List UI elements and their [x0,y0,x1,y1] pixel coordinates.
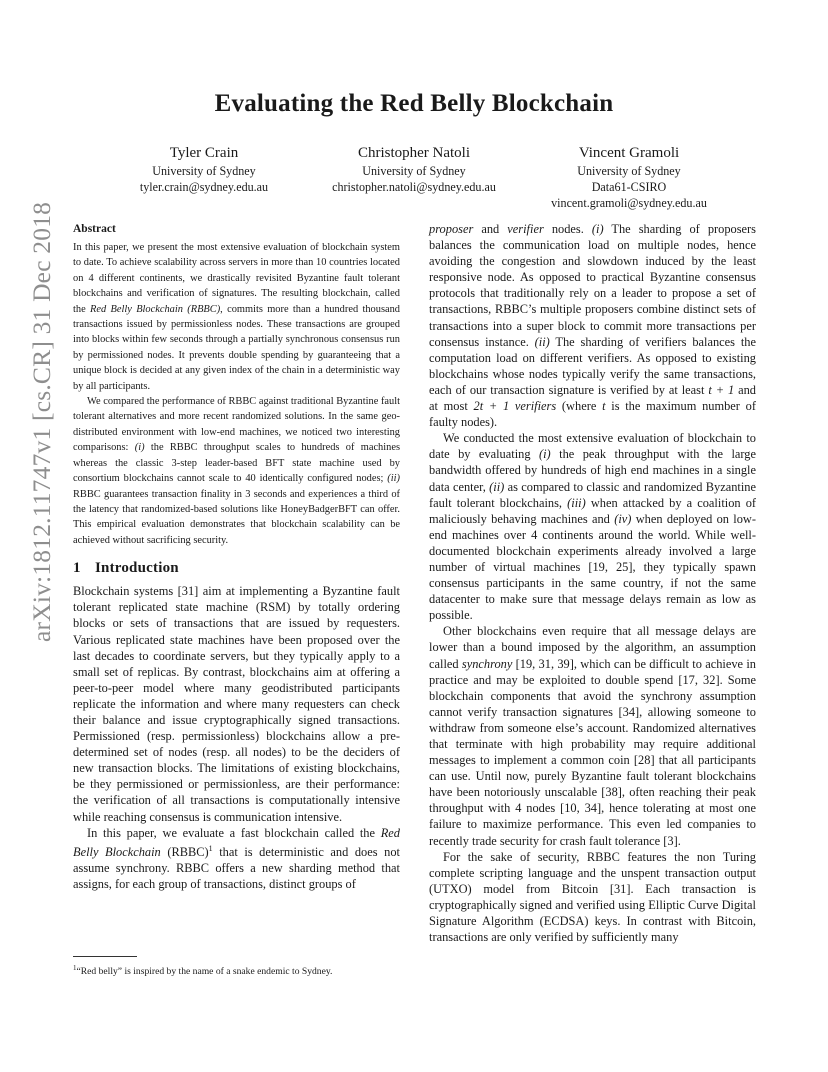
section-heading [73,560,400,576]
body-paragraph: In this paper, we evaluate a fast blockchain called the Red Belly Blockchain (RBBC)$^1$ that is deterministic and does not assume synchrony. RBBC offers a new sharding method that assigns, for each group of transactions, distinct groups of [73,825,400,892]
arxiv-identifier-stamp: arXiv:1812.11747v1 [cs.CR] 31 Dec 2018 [27,201,56,642]
footnote-marker: 1 [208,843,213,853]
author-affiliation: University of Sydney [152,164,256,178]
author-block [104,144,304,195]
abstract-heading: Abstract [73,223,116,235]
author-block [304,144,524,195]
author-email: vincent.gramoli@sydney.edu.au [551,196,707,210]
author-email: tyler.crain@sydney.edu.au [139,180,269,194]
body-paragraph: We conducted the most extensive evaluation of blockchain to date by evaluating (i) the peak throughput with the large bandwidth offered by hundreds of high end machines in a single data center, (ii) as compared to classic and randomized Byzantine fault tolerant blockchains, (iii) when attacked by a coalition of maliciously behaving machines and (iv) when deployed on low-end machines over 4 continents around the world. While well-documented blockchain experiments already involved a large number of virtual machines [19, 25], they typically spawn consensus participants in the same country, if not the same datacenter to make sure that message delays remain as low as possible. [429,431,757,623]
author-affiliation-secondary: Data61-CSIRO [591,180,667,194]
abstract-paragraph: We compared the performance of RBBC against traditional Byzantine fault tolerant alternatives and more recent randomized solutions. In the same geo-distributed environment with low-end machines, we noticed two interesting comparisons: (i) the RBBC throughput scales to hundreds of machines whereas the classic 3-step leader-based BFT state machine used by consortium blockchains cannot scale to 40 identically configured nodes; (ii) RBBC guarantees transaction finality in 3 seconds and experiences a third of the latency that randomized-based solutions like HoneyBadgerBFT can offer. This empirical evaluation demonstrates that blockchain scalability can be achieved without sacrificing security. [73,396,400,546]
body-paragraph: Other blockchains even require that all message delays are lower than a bound imposed by the algorithm, an assumption called synchrony [19, 31, 39], which can be difficult to achieve in practice and may be exploited to double spend [17, 32]. Some blockchain components that avoid the synchrony assumption cannot verify transaction signatures [34], allowing someone to withdraw from someone else’s account. Randomized alternatives that terminate with high probability may require additional messages to implement a common coin [28] that all participants can use. Until now, purely Byzantine fault tolerant blockchains have been notoriously unscalable [38], often reaching their peak throughput with 4 nodes [10, 34], hence tolerating at most one failure to maximize performance. This even led companies to recently trade security for crash fault tolerance [3]. [429,624,756,848]
section-number: 1 [73,560,81,577]
introduction-section [73,560,400,892]
author-affiliation: University of Sydney [577,164,681,178]
author-block [534,144,724,211]
footnote [73,962,332,978]
author-name: Vincent Gramoli [578,145,680,161]
paper-title: Evaluating the Red Belly Blockchain [214,90,614,117]
section-title: Introduction [95,560,179,577]
author-name: Christopher Natoli [357,145,471,161]
author-email: christopher.natoli@sydney.edu.au [332,180,496,194]
footnote-number: 1 [73,964,77,972]
author-name: Tyler Crain [169,145,239,161]
author-affiliation: University of Sydney [362,164,466,178]
body-paragraph: For the sake of security, RBBC features the non Turing complete scripting language and the unspent transaction output (UTXO) model from Bitcoin [31]. Each transaction is cryptographically signed and verified using Elliptic Curve Digital Signature Algorithm (ECDSA) keys. In contrast with Bitcoin, transactions are only verified by sufficiently many [429,849,756,945]
abstract-paragraph: In this paper, we present the most extensive evaluation of blockchain system to date. To achieve scalability across servers in more than 10 countries located on 4 different continents, we drastically revisited Byzantine fault tolerant blockchains and verification of signatures. The resulting blockchain, called the Red Belly Blockchain (RBBC), commits more than a hundred thousand transactions issued by permissionless nodes. These transactions are grouped into blocks within few seconds through a partially synchronous consensus run by permissioned nodes. It prevents double spending by guaranteeing that a unique block is decided at any given index of the chain in a deterministic way by all participants. [73,242,400,392]
body-paragraph: Blockchain systems [31] aim at implementing a Byzantine fault tolerant replicated state machine (RSM) by totally ordering blocks or sets of transactions that are issued by requesters. Various replicated state machines have been proposed over the last decades to coordinate servers, but they typically apply to a small set of replicas. By contrast, blockchains aim at offering a peer-to-peer model where many geodistributed participants replicate the information and where many requesters can check their balance and issue cryptographically signed transactions. Permissioned (resp. permissionless) blockchains allow a pre-determined set of nodes (resp. all nodes) to be the deciders of new transaction blocks. The limitations of existing blockchains, be they permissioned or permissionless, are their performance: the verification of all transactions is computationally intensive while reaching consensus is communication intensive. [73,584,400,824]
body-paragraph: proposer and verifier nodes. (i) The sharding of proposers balances the communication load on multiple nodes, hence avoiding the congestion and slowdown induced by the least responsive node. As opposed to practical Byzantine consensus protocols that traditionally rely on a leader to propose a set of transactions, RBBC’s multiple proposers combine distinct sets of transactions into a super block to commit more transactions per consensus instance. (ii) The sharding of verifiers balances the computation load on different verifiers. As opposed to existing blockchains whose nodes typically verify the same transactions, each of our transaction signature is verified by at least t + 1 and at most 2t + 1 verifiers (where t is the maximum number of faulty nodes). [429,222,756,430]
right-column [429,221,756,945]
footnote-divider [73,956,137,957]
left-column [73,222,400,892]
footnote-text: “Red belly” is inspired by the name of a snake endemic to Sydney. [76,966,333,978]
